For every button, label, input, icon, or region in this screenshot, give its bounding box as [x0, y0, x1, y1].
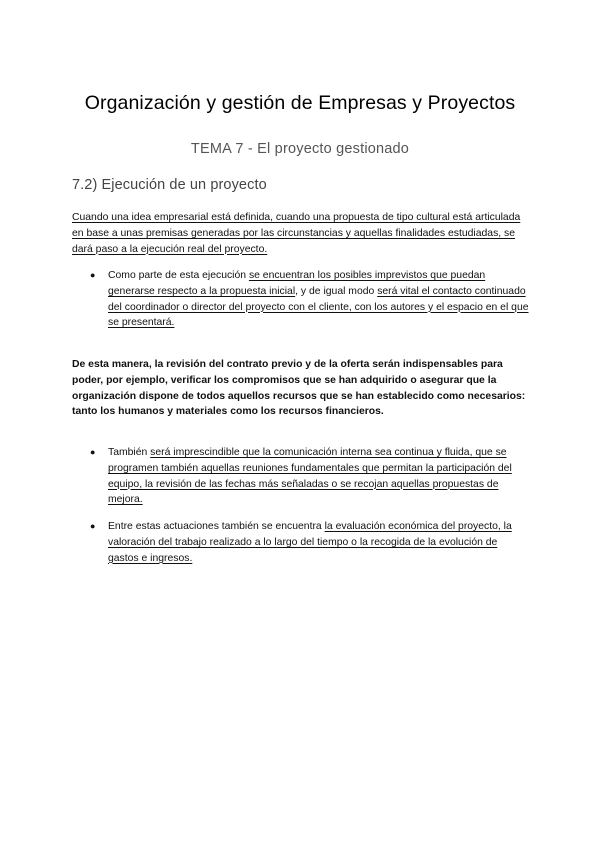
bullet-text-underlined: será imprescindible que la comunicación interna sea continua y fluida, que se programen también aquellas reuniones fundamentales que permitan la participación del equipo, la revisión de las fechas más señaladas o se recojan aquellas propuestas de mejora. [108, 447, 512, 506]
bullet-text-underlined: la evaluación económica del proyecto, la valoración del trabajo realizado a lo largo del tiempo o la recogida de la evolución de gastos e ingresos. [108, 521, 512, 564]
bullet-text [108, 519, 530, 566]
bullet-text-plain: Entre estas actuaciones también se encuentra [108, 521, 325, 532]
bullet-text [108, 268, 530, 331]
bold-paragraph: De esta manera, la revisión del contrato previo y de la oferta serán indispensables para poder, por ejemplo, verificar los compromisos que se han adquirido o asegurar que la organización dispone de todos aquellos recursos que se han establecido como necesarios: tanto los humanos y materiales como los recursos financieros. [72, 359, 526, 418]
bullet-text-plain: , y de igual modo [295, 285, 378, 297]
section-heading: 7.2) Ejecución de un proyecto [72, 177, 267, 193]
bullet-text-plain: Como parte de esta ejecución [108, 270, 249, 281]
document-subtitle: TEMA 7 - El proyecto gestionado [190, 141, 410, 157]
bullet-text [108, 445, 530, 508]
bullet-item-1 [90, 268, 530, 331]
bullet-text-underlined: será vital el contacto continuado del coordinador o director del proyecto con el cliente, con los autores y el espacio en el que se presentará. [108, 285, 529, 329]
bullet-item-3 [90, 519, 530, 566]
intro-text: Cuando una idea empresarial está definida, cuando una propuesta de tipo cultural está articulada en base a unas premisas generadas por las circunstancias y aquellas finalidades estudiadas, se dará paso a la ejecución real del proyecto. [72, 212, 521, 255]
bullet-text-underlined: se encuentran los posibles imprevistos que puedan generarse respecto a la propuesta inicial [108, 270, 486, 297]
intro-paragraph [72, 210, 534, 257]
bullet-item-2 [90, 445, 530, 508]
document-title: Organización y gestión de Empresas y Proyectos [84, 92, 516, 114]
bullet-dot-icon: ● [90, 270, 96, 280]
bullet-dot-icon: ● [90, 521, 96, 531]
bullet-dot-icon: ● [90, 447, 96, 457]
bullet-text-plain: También [108, 447, 151, 458]
